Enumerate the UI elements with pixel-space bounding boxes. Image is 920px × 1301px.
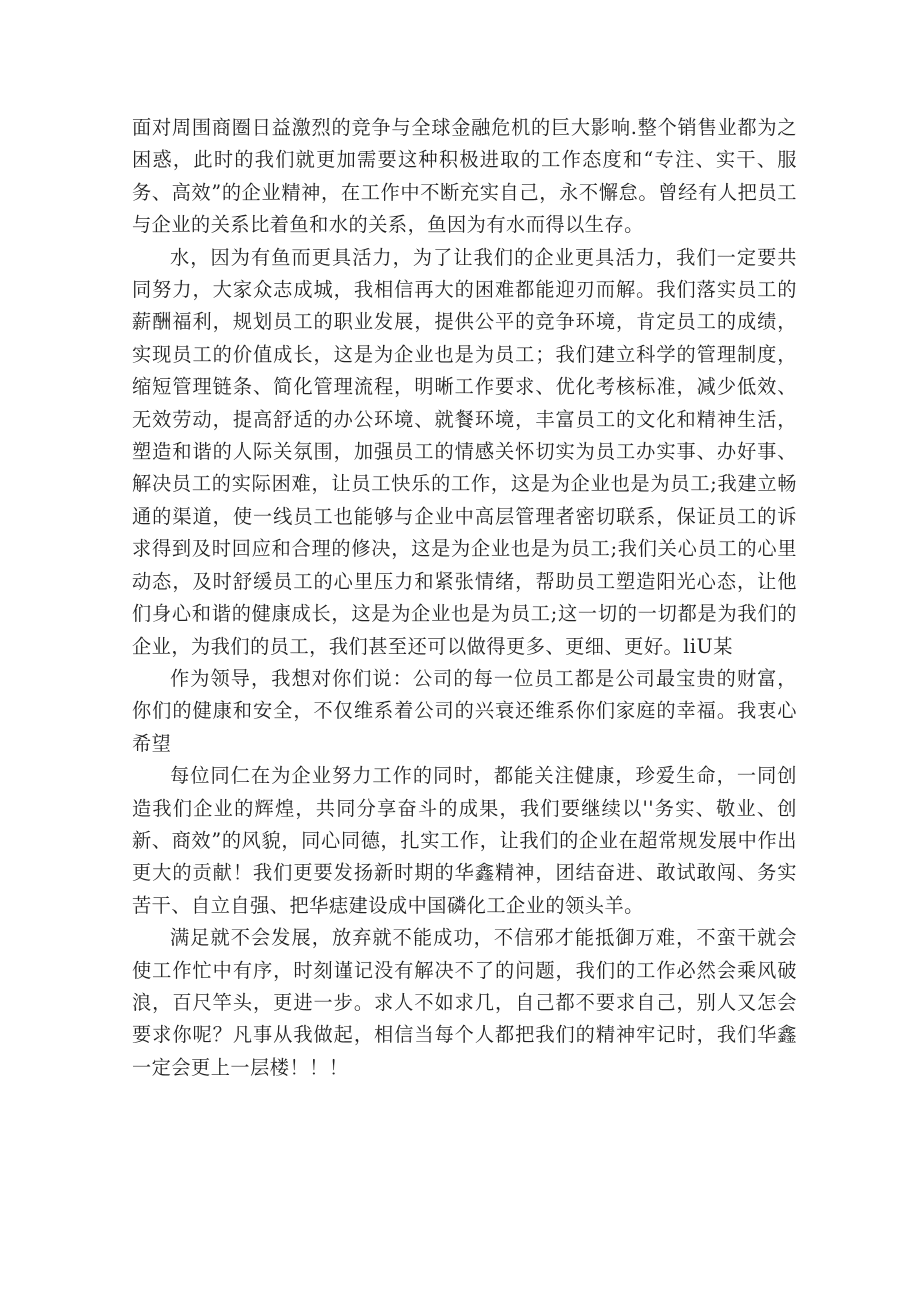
paragraph-5: 满足就不会发展，放弃就不能成功，不信邪才能抵御万难，不蛮干就会使工作忙中有序，时刻谨记没有解决不了的问题，我们的工作必然会乘风破浪，百尺竿头，更进一步。求人不如求几，自己都不要求自己，别人又怎会要求你呢？凡事从我做起，相信当每个人都把我们的精神牢记时，我们华鑫一定会更上一层楼！！！	[132, 926, 797, 1079]
paragraph-3: 作为领导，我想对你们说：公司的每一位员工都是公司最宝贵的财富，你们的健康和安全，不仅维系着公司的兴衰还维系你们家庭的幸福。我衷心希望	[132, 666, 797, 755]
paragraph-1: 面对周围商圈日益激烈的竞争与全球金融危机的巨大影响.整个销售业都为之困惑，此时的我们就更加需要这种积极进取的工作态度和“专注、实干、服务、高效”的企业精神，在工作中不断充实自己，永不懈怠。曾经有人把员工与企业的关系比着鱼和水的关系，鱼因为有水而得以生存。	[132, 116, 797, 237]
paragraph-2: 水，因为有鱼而更具活力，为了让我们的企业更具活力，我们一定要共同努力，大家众志成城，我相信再大的困难都能迎刃而解。我们落实员工的薪酬福利，规划员工的职业发展，提供公平的竞争环境，肯定员工的成绩，实现员工的价值成长，这是为企业也是为员工；我们建立科学的管理制度，缩短管理链条、简化管理流程，明晰工作要求、优化考核标准，减少低效、无效劳动，提高舒适的办公环境、就餐环境，丰富员工的文化和精神生活，塑造和谐的人际关氛围，加强员工的情感关怀切实为员工办实事、办好事、解决员工的实际困难，让员工快乐的工作，这是为企业也是为员工;我建立畅通的渠道，使一线员工也能够与企业中高层管理者密切联系，保证员工的诉求得到及时回应和合理的修决，这是为企业也是为员工;我们关心员工的心里动态，及时舒缓员工的心里压力和紧张情绪，帮助员工塑造阳光心态，让他们身心和谐的健康成长，这是为企业也是为员工;这一切的一切都是为我们的企业，为我们的员工，我们甚至还可以做得更多、更细、更好。liU某	[132, 245, 797, 658]
paragraph-4: 每位同仁在为企业努力工作的同时，都能关注健康，珍爱生命，一同创造我们企业的辉煌，共同分享奋斗的成果，我们要继续以''务实、敬业、创新、商效”的风貌，同心同德，扎实工作，让我们的企业在超常规发展中作出更大的贡献！我们更要发扬新时期的华鑫精神，团结奋进、敢试敢闯、务实苦干、自立自强、把华痣建设成中国磷化工企业的领头羊。	[132, 764, 797, 917]
document-page	[132, 112, 797, 1084]
